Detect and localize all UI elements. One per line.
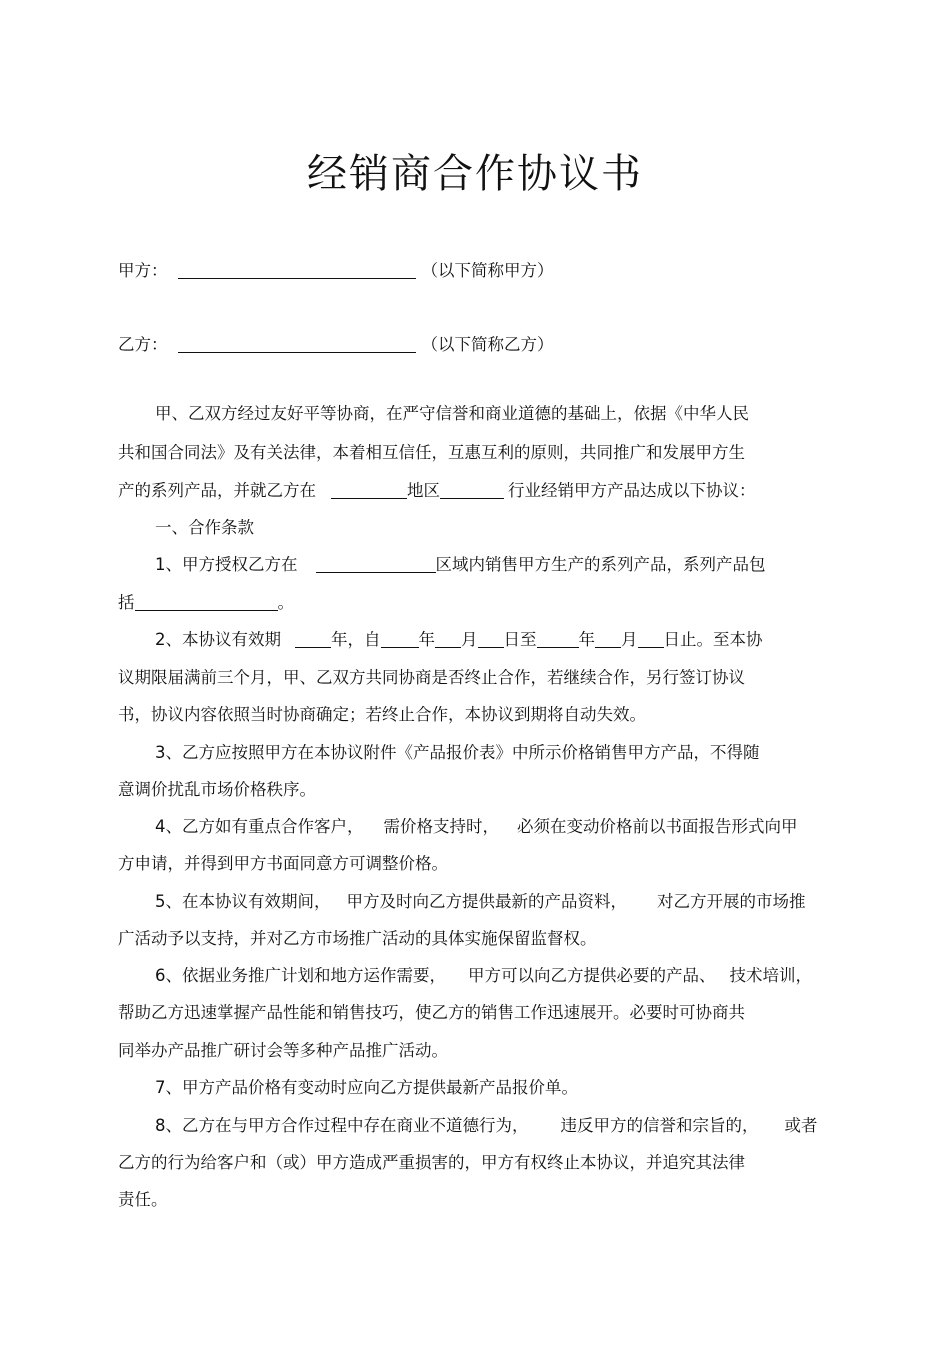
clause-4-text-c: 必须在变动价格前以书面报告形式向甲 — [517, 817, 798, 836]
clause-4-text-b: 需价格支持时， — [383, 817, 499, 836]
intro-line-3-c: 行业经销甲方产品达成以下协议： — [508, 481, 756, 500]
intro-line-3-a: 产的系列产品，并就乙方在 — [118, 481, 316, 500]
clause-1-line-1 — [155, 555, 766, 575]
clause-1-text-d: 。 — [277, 593, 294, 612]
clause-6-line-2: 帮助乙方迅速掌握产品性能和销售技巧，使乙方的销售工作迅速展开。必要时可协商共 — [118, 1003, 745, 1022]
party-b-blank[interactable] — [178, 338, 416, 353]
section-heading: 一、合作条款 — [155, 518, 254, 537]
clause-8-text-a: 8、乙方在与甲方合作过程中存在商业不道德行为， — [155, 1116, 529, 1135]
clause-1-text-b: 区域内销售甲方生产的系列产品，系列产品包 — [435, 555, 766, 574]
industry-blank[interactable] — [440, 484, 504, 499]
party-a-row — [118, 257, 554, 281]
clause-1-text-c: 括 — [118, 593, 135, 612]
clause-3-line-2: 意调价扰乱市场价格秩序。 — [118, 780, 316, 799]
party-b-note: （以下简称乙方） — [421, 335, 554, 354]
end-year-blank[interactable] — [537, 633, 579, 648]
clause-2-text-a: 2、本协议有效期 — [155, 630, 281, 649]
clause-2-text-d: 月 — [461, 630, 478, 649]
document-title: 经销商合作协议书 — [307, 151, 643, 197]
start-day-blank[interactable] — [478, 633, 504, 648]
party-a-note: （以下简称甲方） — [421, 261, 554, 280]
clause-4-line-1 — [155, 817, 798, 837]
clause-7-line-1: 7、甲方产品价格有变动时应向乙方提供最新产品报价单。 — [155, 1078, 578, 1097]
clause-2-text-c: 年 — [418, 630, 435, 649]
clause-5-text-c: 对乙方开展的市场推 — [657, 892, 806, 911]
start-year-blank[interactable] — [381, 633, 419, 648]
clause-2-text-e: 日至 — [503, 630, 537, 649]
intro-line-3-b: 地区 — [407, 481, 440, 500]
clause-3-line-1: 3、乙方应按照甲方在本协议附件《产品报价表》中所示价格销售甲方产品，不得随 — [155, 743, 760, 762]
clause-2-line-1 — [155, 630, 763, 650]
clause-6-text-b: 甲方可以向乙方提供必要的产品、 — [468, 966, 716, 985]
clause-6-text-c: 技术培训， — [729, 966, 812, 985]
clause-1-area-blank[interactable] — [316, 558, 436, 573]
party-b-row — [118, 331, 554, 355]
clause-2-years-blank[interactable] — [295, 633, 331, 648]
clause-6-line-3: 同举办产品推广研讨会等多种产品推广活动。 — [118, 1041, 448, 1060]
clause-1-line-2 — [118, 593, 294, 613]
clause-8-line-2: 乙方的行为给客户和（或）甲方造成严重损害的，甲方有权终止本协议，并追究其法律 — [118, 1153, 745, 1172]
clause-4-line-2: 方申请，并得到甲方书面同意方可调整价格。 — [118, 854, 448, 873]
party-a-blank[interactable] — [178, 264, 416, 279]
intro-line-1: 甲、乙双方经过友好平等协商，在严守信誉和商业道德的基础上，依据《中华人民 — [155, 404, 749, 423]
start-month-blank[interactable] — [435, 633, 461, 648]
clause-5-text-b: 甲方及时向乙方提供最新的产品资料， — [346, 892, 627, 911]
region-blank[interactable] — [331, 484, 407, 499]
clause-5-line-1 — [155, 892, 806, 912]
clause-1-text-a: 1、甲方授权乙方在 — [155, 555, 298, 574]
clause-2-text-g: 月 — [621, 630, 638, 649]
clause-2-text-b: 年，自 — [331, 630, 381, 649]
clause-8-line-3: 责任。 — [118, 1190, 168, 1209]
intro-line-3 — [118, 481, 756, 501]
clause-1-products-blank[interactable] — [135, 596, 278, 611]
clause-8-text-c: 或者 — [784, 1116, 818, 1135]
intro-line-2: 共和国合同法》及有关法律，本着相互信任，互惠互利的原则，共同推广和发展甲方生 — [118, 443, 745, 462]
clause-2-line-3: 书，协议内容依照当时协商确定；若终止合作，本协议到期将自动失效。 — [118, 705, 646, 724]
clause-2-text-h: 日止。至本协 — [663, 630, 763, 649]
clause-8-text-b: 违反甲方的信誉和宗旨的， — [560, 1116, 759, 1135]
party-a-label: 甲方： — [118, 261, 168, 280]
clause-6-line-1 — [155, 966, 812, 986]
clause-2-text-f: 年 — [578, 630, 595, 649]
clause-5-text-a: 5、在本协议有效期间， — [155, 892, 331, 911]
clause-4-text-a: 4、乙方如有重点合作客户， — [155, 817, 364, 836]
end-day-blank[interactable] — [638, 633, 664, 648]
party-b-label: 乙方： — [118, 335, 168, 354]
clause-2-line-2: 议期限届满前三个月，甲、乙双方共同协商是否终止合作，若继续合作，另行签订协议 — [118, 668, 745, 687]
end-month-blank[interactable] — [595, 633, 621, 648]
clause-5-line-2: 广活动予以支持，并对乙方市场推广活动的具体实施保留监督权。 — [118, 929, 597, 948]
clause-8-line-1 — [155, 1116, 818, 1136]
clause-6-text-a: 6、依据业务推广计划和地方运作需要， — [155, 966, 446, 985]
